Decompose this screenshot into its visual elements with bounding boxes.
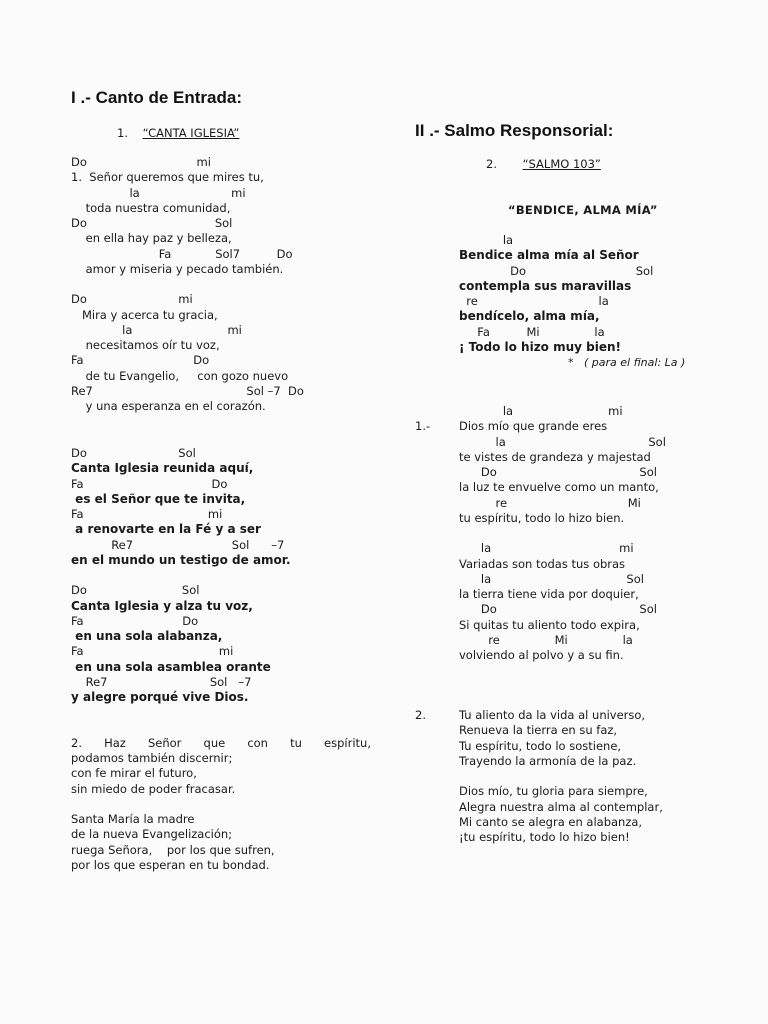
- verse1-line: Fa Do: [71, 353, 210, 368]
- stanza2-word: 2.: [71, 736, 82, 750]
- chorus-chord-line: Do Sol: [71, 446, 196, 460]
- response-chord-line: la: [459, 233, 514, 247]
- stanza2-word: Haz: [104, 736, 126, 750]
- lyric-line: Renueva la tierra en su faz,: [459, 723, 618, 738]
- response-lyric-line: contempla sus maravillas: [459, 278, 632, 293]
- verse1-line: Do mi: [71, 155, 211, 169]
- lyric-line: re Mi: [459, 495, 641, 510]
- lyric-line: Alegra nuestra alma al contemplar,: [459, 799, 663, 814]
- stanza2-word: espíritu,: [324, 736, 371, 750]
- verse1-line: Fa Sol7 Do: [71, 246, 293, 261]
- lyric-line: volviendo al polvo y a su fin.: [459, 648, 624, 662]
- verse1-line: la mi: [71, 185, 246, 200]
- verse1-line: Re7 Sol –7 Do: [71, 383, 304, 398]
- response-lyric-line: ¡ Todo lo hizo muy bien!: [459, 339, 621, 354]
- lyric-line: Tu aliento da la vida al universo,: [459, 708, 646, 722]
- section1-roman: I: [71, 88, 76, 107]
- section2-roman: II: [415, 121, 425, 140]
- chorus-chord-line: Fa mi: [71, 644, 234, 659]
- song1-number: 1.: [117, 126, 128, 140]
- lyric-line: podamos también discernir;: [71, 751, 233, 765]
- stanza2-word: tu: [290, 736, 302, 750]
- lyric-line: Dios mío, tu gloria para siempre,: [459, 784, 648, 799]
- psalm-title: “BENDICE, ALMA MÍA”: [508, 203, 658, 217]
- lyric-line: tu espíritu, todo lo hizo bien.: [459, 510, 625, 525]
- chorus-lyric-line: Canta Iglesia reunida aquí,: [71, 461, 254, 476]
- chorus-lyric-line: en una sola asamblea orante: [71, 659, 271, 674]
- lyric-line: de la nueva Evangelización;: [71, 827, 233, 842]
- chorus-lyric-line: Canta Iglesia y alza tu voz,: [71, 598, 253, 613]
- chorus-chord-line: Fa Do: [71, 476, 228, 491]
- verse1-line: de tu Evangelio, con gozo nuevo: [71, 368, 289, 383]
- lyric-line: ¡tu espíritu, todo lo hizo bien!: [459, 830, 630, 844]
- response-chord-line: re la: [459, 294, 609, 308]
- lyric-line: sin miedo de poder fracasar.: [71, 781, 236, 796]
- song2-number: 2.: [486, 157, 497, 171]
- psalm-verse2-number: 2.: [415, 708, 426, 722]
- response-lyric-line: Bendice alma mía al Señor: [459, 248, 639, 263]
- lyric-line: Dios mío que grande eres: [459, 419, 608, 434]
- final-note: * ( para el final: La ): [568, 356, 686, 369]
- stanza2-word: Señor: [147, 736, 182, 750]
- chorus-chord-line: Fa Do: [71, 613, 199, 628]
- chorus-lyric-line: y alegre porqué vive Dios.: [71, 690, 249, 704]
- song2-subhead: [486, 157, 601, 171]
- lyric-line: Santa María la madre: [71, 812, 195, 826]
- section1-title: .- Canto de Entrada:: [80, 88, 242, 107]
- verse1-line: amor y miseria y pecado también.: [71, 261, 284, 276]
- section2-title: .- Salmo Responsorial:: [429, 121, 614, 140]
- stanza2-first-line: [71, 736, 371, 751]
- lyric-line: re Mi la: [459, 632, 633, 647]
- stanza2-word: que: [203, 736, 226, 750]
- lyric-line: con fe mirar el futuro,: [71, 766, 197, 781]
- psalm-verse1-number: 1.-: [415, 419, 431, 433]
- stanza2-word: con: [247, 736, 268, 750]
- song1-subhead: [117, 126, 239, 140]
- lyric-line: la mi: [459, 541, 634, 556]
- lyric-line: la mi: [459, 404, 623, 418]
- chorus-chord-line: Re7 Sol –7: [71, 674, 252, 689]
- chorus-lyric-line: en el mundo un testigo de amor.: [71, 552, 291, 567]
- section1-heading: [71, 88, 242, 108]
- verse1-line: Mira y acerca tu gracia,: [71, 307, 218, 322]
- lyric-line: Si quitas tu aliento todo expira,: [459, 617, 640, 632]
- chorus-chord-line: Re7 Sol –7: [71, 537, 285, 552]
- lyric-line: la Sol: [459, 571, 644, 586]
- song1-title: “CANTA IGLESIA”: [142, 126, 240, 140]
- chorus-chord-line: Do Sol: [71, 583, 200, 598]
- lyric-line: Mi canto se alegra en alabanza,: [459, 814, 643, 829]
- verse1-line: y una esperanza en el corazón.: [71, 399, 266, 413]
- lyric-line: Variadas son todas tus obras: [459, 556, 626, 571]
- lyric-line: Do Sol: [459, 602, 657, 617]
- verse1-line: 1. Señor queremos que mires tu,: [71, 170, 264, 185]
- section2-heading: [415, 121, 613, 141]
- chorus-chord-line: Fa mi: [71, 507, 223, 521]
- verse1-line: Do mi: [71, 292, 193, 307]
- response-chord-line: Fa Mi la: [459, 324, 605, 339]
- lyric-line: por los que esperan en tu bondad.: [71, 857, 270, 872]
- verse1-line: Do Sol: [71, 216, 233, 230]
- lyric-line: la luz te envuelve como un manto,: [459, 480, 659, 495]
- verse1-line: toda nuestra comunidad,: [71, 200, 231, 215]
- response-lyric-line: bendícelo, alma mía,: [459, 309, 600, 324]
- song2-title: “SALMO 103”: [522, 157, 601, 171]
- lyric-line: Tu espíritu, todo lo sostiene,: [459, 738, 622, 753]
- lyric-line: Trayendo la armonía de la paz.: [459, 753, 637, 768]
- response-chord-line: Do Sol: [459, 263, 654, 278]
- chorus-lyric-line: es el Señor que te invita,: [71, 491, 246, 506]
- verse1-line: necesitamos oír tu voz,: [71, 338, 220, 352]
- chorus-lyric-line: a renovarte en la Fé y a ser: [71, 522, 261, 537]
- verse1-line: la mi: [71, 322, 242, 337]
- lyric-line: ruega Señora, por los que sufren,: [71, 842, 275, 857]
- lyric-line: te vistes de grandeza y majestad: [459, 449, 651, 464]
- verse1-line: en ella hay paz y belleza,: [71, 231, 232, 246]
- lyric-line: Do Sol: [459, 465, 657, 479]
- lyric-line: la Sol: [459, 434, 666, 449]
- chorus-lyric-line: en una sola alabanza,: [71, 629, 223, 643]
- lyric-line: la tierra tiene vida por doquier,: [459, 587, 639, 601]
